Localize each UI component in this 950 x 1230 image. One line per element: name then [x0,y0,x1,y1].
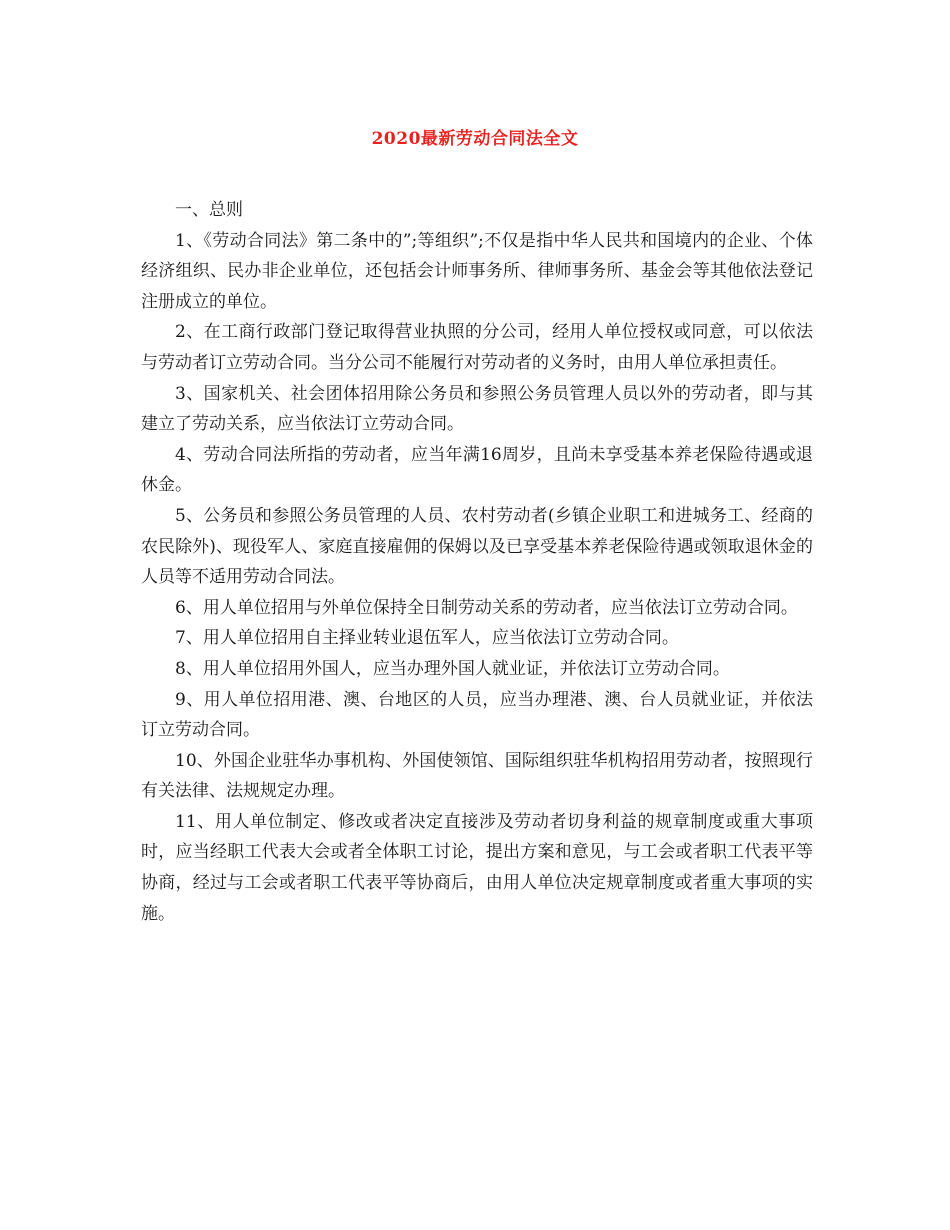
paragraph-2: 2、在工商行政部门登记取得营业执照的分公司，经用人单位授权或同意，可以依法与劳动者订立劳动合同。当分公司不能履行对劳动者的义务时，由用人单位承担责任。 [141,322,813,373]
paragraph-7: 7、用人单位招用自主择业转业退伍军人，应当依法订立劳动合同。 [175,628,679,649]
paragraph-10: 10、外国企业驻华办事机构、外国使领馆、国际组织驻华机构招用劳动者，按照现行有关法律、法规规定办理。 [141,750,813,802]
document-title: 2020最新劳动合同法全文 [371,129,579,149]
paragraph-4: 4、劳动合同法所指的劳动者，应当年满16周岁，且尚未享受基本养老保险待遇或退休金。 [141,444,813,496]
paragraph-6: 6、用人单位招用与外单位保持全日制劳动关系的劳动者，应当依法订立劳动合同。 [175,597,798,618]
paragraph-11: 11、用人单位制定、修改或者决定直接涉及劳动者切身利益的规章制度或重大事项时，应当经职工代表大会或者全体职工讨论，提出方案和意见，与工会或者职工代表平等协商，经过与工会或者职工代表平等协商后，由用人单位决定规章制度或者重大事项的实施。 [141,811,813,924]
document-body [141,195,813,929]
paragraph-3: 3、国家机关、社会团体招用除公务员和参照公务员管理人员以外的劳动者，即与其建立了劳动关系，应当依法订立劳动合同。 [141,383,813,435]
paragraph-1: 1、《劳动合同法》第二条中的”;等组织”;不仅是指中华人民共和国境内的企业、个体经济组织、民办非企业单位，还包括会计师事务所、律师事务所、基金会等其他依法登记注册成立的单位。 [141,230,813,312]
paragraph-8: 8、用人单位招用外国人，应当办理外国人就业证，并依法订立劳动合同。 [175,658,730,679]
paragraph-9: 9、用人单位招用港、澳、台地区的人员，应当办理港、澳、台人员就业证，并依法订立劳动合同。 [141,689,813,741]
paragraph-5: 5、公务员和参照公务员管理的人员、农村劳动者(乡镇企业职工和进城务工、经商的农民除外)、现役军人、家庭直接雇佣的保姆以及已享受基本养老保险待遇或领取退休金的人员等不适用劳动合同法。 [141,505,813,588]
section-heading: 一、总则 [175,200,243,220]
